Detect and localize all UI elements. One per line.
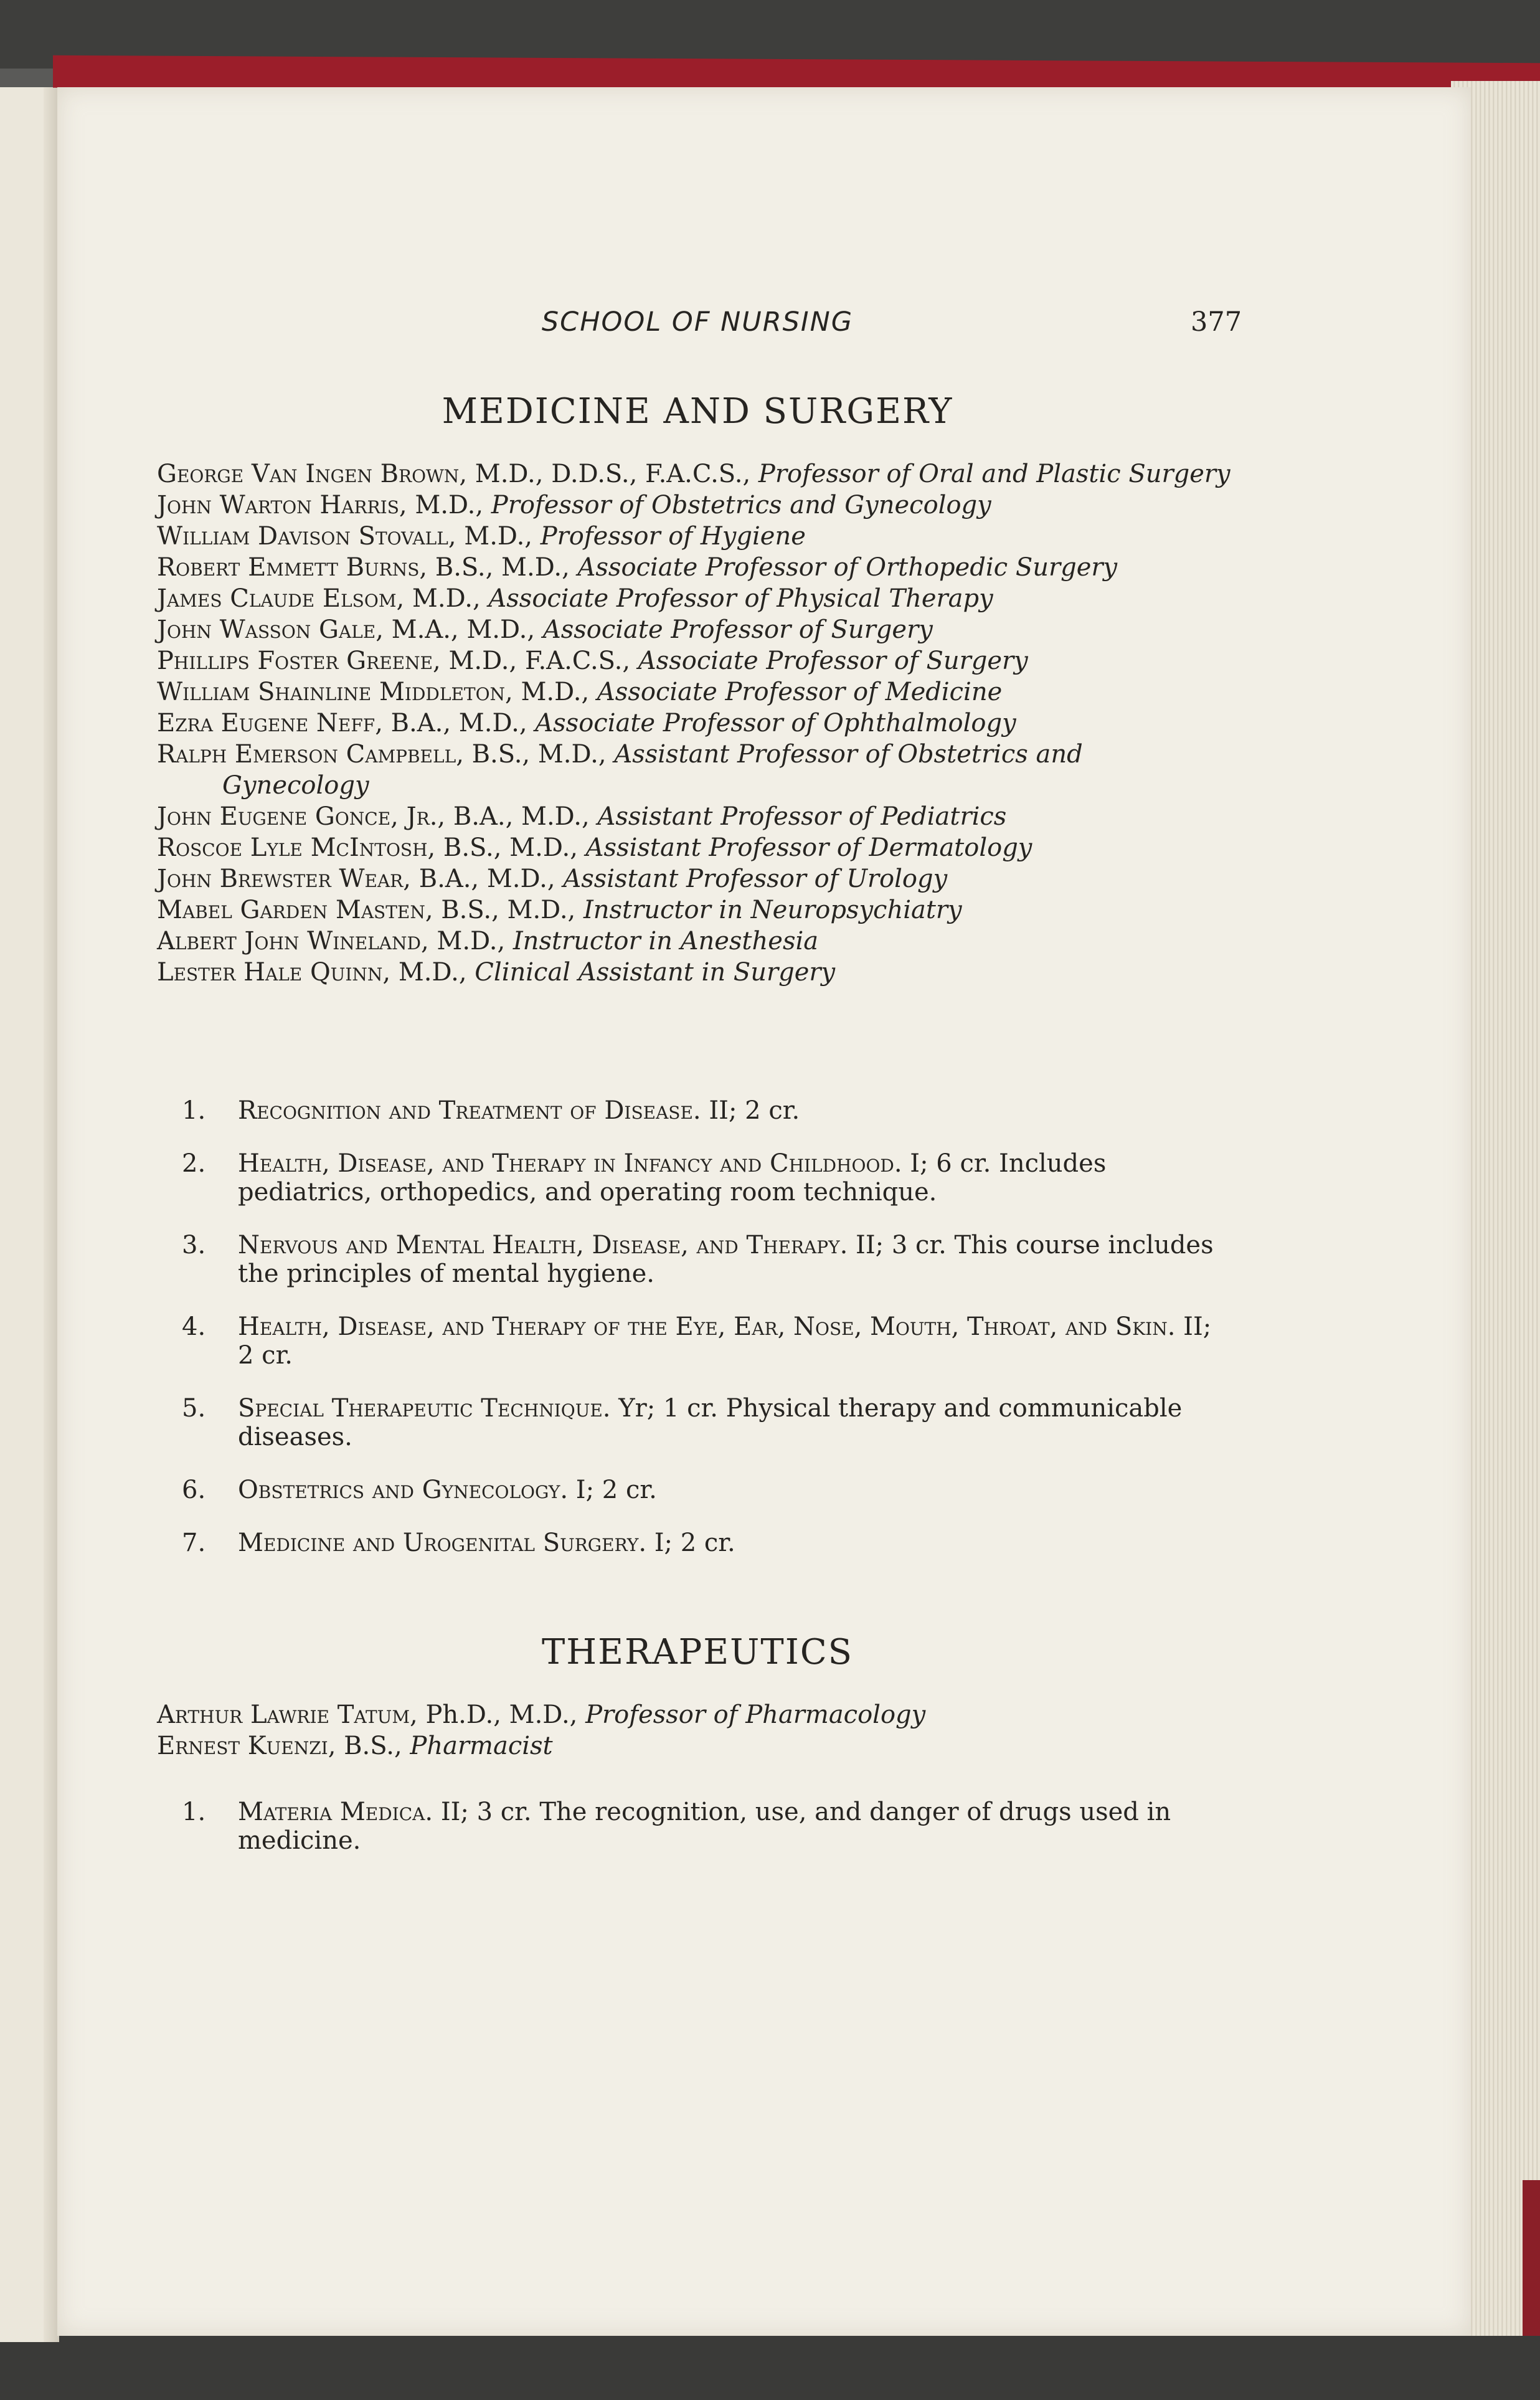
faculty-title: Instructor in Anesthesia	[513, 927, 819, 956]
faculty-title: Assistant Professor of Dermatology	[585, 833, 1032, 862]
faculty-title: Instructor in Neuropsychiatry	[583, 896, 962, 924]
faculty-title: Associate Professor of Orthopedic Surgery	[577, 553, 1118, 582]
faculty-entry	[157, 708, 1234, 739]
faculty-name: William Davison Stovall	[157, 522, 448, 551]
course-number: 6.	[182, 1476, 206, 1504]
course-name: Nervous and Mental Health, Disease, and Therapy.	[238, 1231, 848, 1259]
course-number: 1.	[182, 1096, 206, 1125]
faculty-entry	[157, 676, 1234, 708]
faculty-name: Ralph Emerson Campbell	[157, 740, 456, 769]
faculty-name: John Wasson Gale	[157, 615, 376, 644]
course-name: Health, Disease, and Therapy of the Eye, Ear, Nose, Mouth, Throat, and Skin.	[238, 1312, 1176, 1341]
faculty-degrees: , B.A., M.D.,	[437, 802, 598, 831]
course-number: 4.	[182, 1312, 206, 1341]
faculty-degrees: , M.A., M.D.,	[376, 615, 543, 644]
faculty-degrees: , M.D.,	[399, 491, 491, 519]
course-name: Recognition and Treatment of Disease.	[238, 1096, 701, 1125]
course-details: II; 2 cr.	[238, 1312, 1212, 1370]
course-item	[182, 1231, 1234, 1288]
course-details: II; 2 cr.	[701, 1096, 800, 1125]
faculty-entry	[157, 490, 1234, 521]
faculty-entry	[157, 1730, 1234, 1762]
course-details: Yr; 1 cr. Physical therapy and communicable diseases.	[238, 1394, 1183, 1451]
course-name: Obstetrics and Gynecology.	[238, 1476, 569, 1504]
faculty-degrees: , B.S., M.D.,	[456, 740, 615, 769]
faculty-entry	[157, 583, 1234, 614]
faculty-degrees: , M.D.,	[448, 522, 541, 551]
faculty-degrees: , B.S.,	[328, 1732, 410, 1760]
faculty-degrees: , M.D., F.A.C.S.,	[433, 647, 638, 675]
course-number: 5.	[182, 1394, 206, 1423]
faculty-entry	[157, 926, 1234, 957]
course-item	[182, 1529, 1234, 1557]
faculty-title: Assistant Professor of Pediatrics	[597, 802, 1007, 831]
faculty-name: John Brewster Wear	[157, 865, 404, 893]
faculty-title: Pharmacist	[410, 1732, 553, 1760]
course-item	[182, 1798, 1234, 1855]
faculty-entry	[157, 614, 1234, 645]
course-item	[182, 1476, 1234, 1504]
course-item	[182, 1149, 1234, 1207]
course-list-medicine-surgery	[182, 1096, 1234, 1582]
course-details: II; 3 cr. The recognition, use, and danger of drugs used in medicine.	[238, 1798, 1171, 1855]
faculty-entry	[157, 645, 1234, 676]
faculty-entry	[157, 832, 1234, 863]
course-number: 3.	[182, 1231, 206, 1259]
course-item	[182, 1394, 1234, 1451]
faculty-entry	[157, 863, 1234, 894]
faculty-title: Associate Professor of Surgery	[542, 615, 933, 644]
faculty-entry	[157, 801, 1234, 832]
faculty-title: Assistant Professor of Obstetrics and Gynecology	[222, 740, 1083, 800]
faculty-degrees: , B.S., M.D.,	[427, 833, 586, 862]
page-number: 377	[1191, 306, 1242, 338]
faculty-title: Professor of Obstetrics and Gynecology	[491, 491, 991, 519]
faculty-degrees: , B.S., M.D.,	[425, 896, 583, 924]
faculty-degrees: , B.S., M.D.,	[419, 553, 578, 582]
faculty-name: John Eugene Gonce, Jr.	[157, 802, 438, 831]
faculty-degrees: , B.A., M.D.,	[375, 709, 536, 738]
faculty-entry	[157, 1699, 1234, 1730]
course-name: Medicine and Urogenital Surgery.	[238, 1529, 647, 1557]
course-number: 2.	[182, 1149, 206, 1178]
course-number: 7.	[182, 1529, 206, 1557]
faculty-name: George Van Ingen Brown	[157, 460, 460, 488]
faculty-name: Mabel Garden Masten	[157, 896, 425, 924]
faculty-name: Robert Emmett Burns	[157, 553, 420, 582]
faculty-degrees: , M.D.,	[505, 678, 597, 706]
faculty-name: William Shainline Middleton	[157, 678, 506, 706]
faculty-title: Associate Professor of Ophthalmology	[535, 709, 1016, 738]
course-details: I; 6 cr. Includes pediatrics, orthopedics, and operating room technique.	[238, 1149, 1107, 1207]
faculty-title: Professor of Hygiene	[540, 522, 806, 551]
faculty-name: Roscoe Lyle McIntosh	[157, 833, 428, 862]
course-item	[182, 1312, 1234, 1370]
faculty-entry	[157, 521, 1234, 552]
faculty-list-medicine-surgery	[157, 458, 1234, 988]
section-heading-therapeutics: THERAPEUTICS	[541, 1632, 854, 1672]
faculty-degrees: , B.A., M.D.,	[403, 865, 564, 893]
course-details: I; 2 cr.	[568, 1476, 657, 1504]
faculty-degrees: , M.D.,	[396, 584, 489, 613]
faculty-entry	[157, 458, 1234, 490]
faculty-name: Arthur Lawrie Tatum	[157, 1700, 410, 1729]
faculty-name: Ernest Kuenzi	[157, 1732, 328, 1760]
faculty-title: Associate Professor of Physical Therapy	[488, 584, 993, 613]
course-details: I; 2 cr.	[646, 1529, 735, 1557]
faculty-name: John Warton Harris	[157, 491, 399, 519]
faculty-degrees: , M.D.,	[420, 927, 513, 956]
faculty-list-therapeutics	[157, 1699, 1234, 1762]
course-name: Materia Medica.	[238, 1798, 433, 1826]
faculty-entry	[157, 552, 1234, 583]
course-details: II; 3 cr. This course includes the principles of mental hygiene.	[238, 1231, 1214, 1288]
faculty-title: Professor of Pharmacology	[585, 1700, 926, 1729]
faculty-title: Clinical Assistant in Surgery	[475, 958, 836, 987]
faculty-entry	[157, 894, 1234, 926]
faculty-name: Ezra Eugene Neff	[157, 709, 376, 738]
faculty-entry	[157, 957, 1234, 988]
course-number: 1.	[182, 1798, 206, 1826]
faculty-name: Albert John Wineland	[157, 927, 421, 956]
faculty-degrees: , M.D., D.D.S., F.A.C.S.,	[459, 460, 758, 488]
course-name: Health, Disease, and Therapy in Infancy and Childhood.	[238, 1149, 902, 1178]
running-header-title: SCHOOL OF NURSING	[541, 306, 854, 338]
faculty-name: Lester Hale Quinn	[157, 958, 383, 987]
faculty-entry	[157, 739, 1234, 801]
faculty-degrees: , M.D.,	[382, 958, 475, 987]
faculty-title: Associate Professor of Medicine	[597, 678, 1003, 706]
faculty-name: Phillips Foster Greene	[157, 647, 433, 675]
faculty-title: Professor of Oral and Plastic Surgery	[758, 460, 1231, 488]
faculty-degrees: , Ph.D., M.D.,	[410, 1700, 586, 1729]
course-list-therapeutics	[182, 1798, 1234, 1879]
course-name: Special Therapeutic Technique.	[238, 1394, 611, 1423]
faculty-title: Associate Professor of Surgery	[638, 647, 1028, 675]
section-heading-medicine-surgery: MEDICINE AND SURGERY	[442, 391, 953, 432]
faculty-name: James Claude Elsom	[157, 584, 397, 613]
course-item	[182, 1096, 1234, 1125]
faculty-title: Assistant Professor of Urology	[563, 865, 948, 893]
